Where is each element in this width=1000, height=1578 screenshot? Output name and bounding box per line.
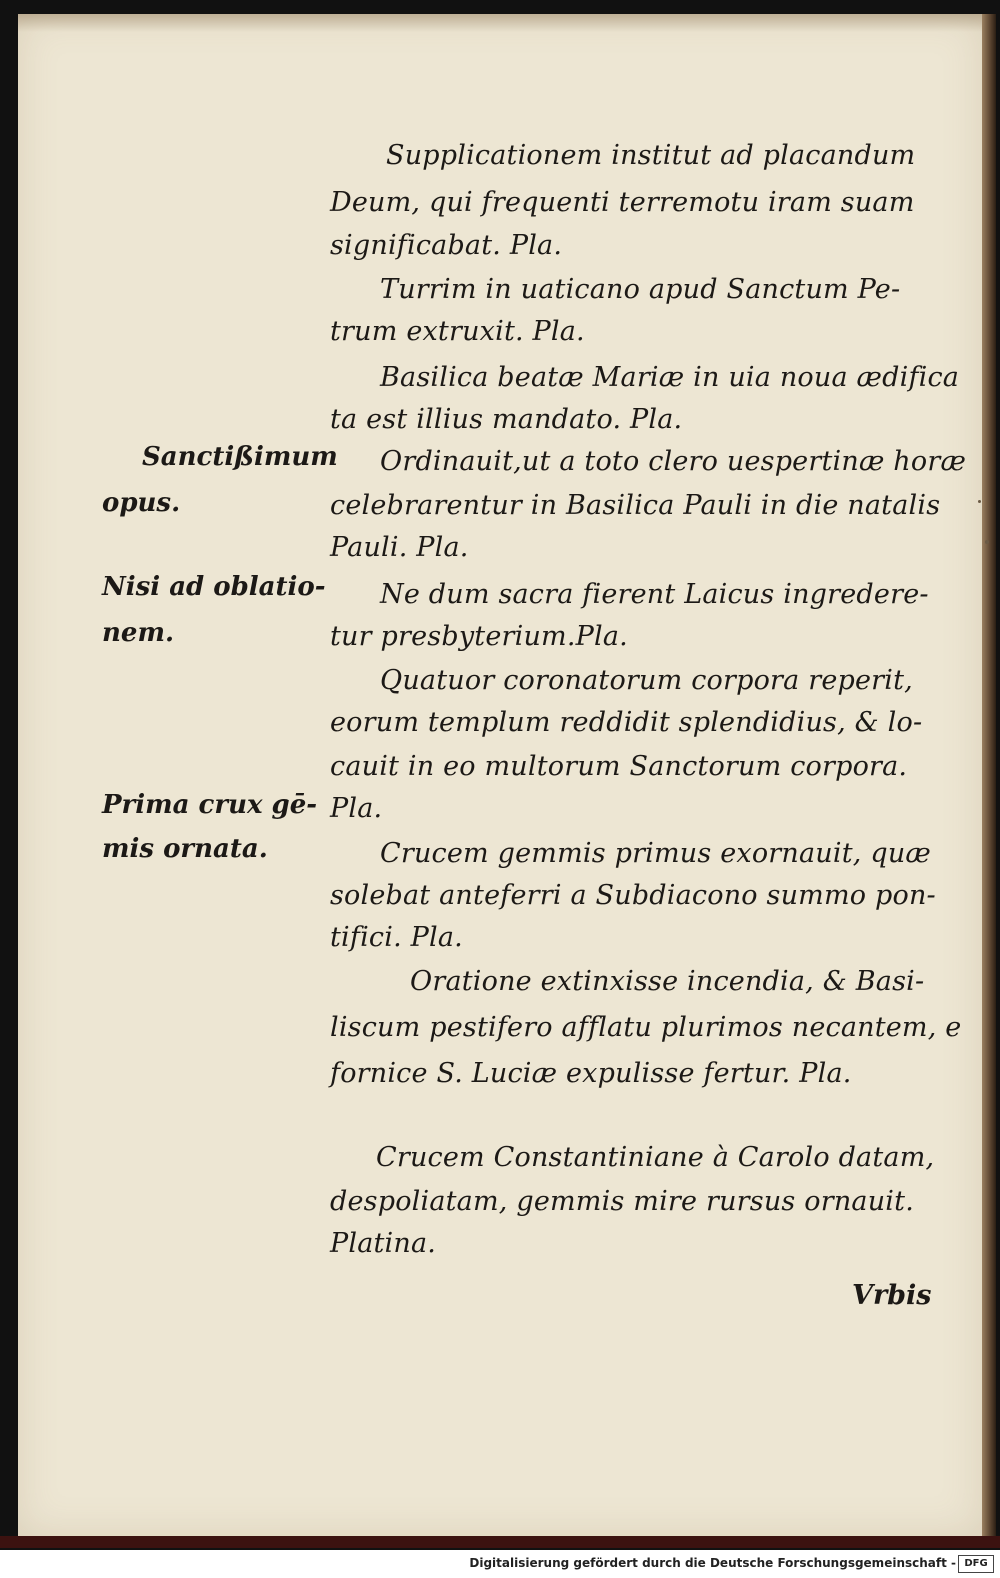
text-line: Turrim in uaticano apud Sanctum Pe- <box>380 274 901 305</box>
text-line: Crucem Constantiniane à Carolo datam, <box>376 1142 935 1173</box>
funding-notice: Digitalisierung gefördert durch die Deutsche Forschungsgemeinschaft - <box>469 1556 956 1570</box>
margin-note: Prima crux gē- <box>102 790 318 820</box>
text-line: Supplicationem institut ad placandum <box>386 140 916 171</box>
text-line: Quatuor coronatorum corpora reperit, <box>380 665 913 696</box>
page-speck <box>978 500 981 503</box>
text-line: trum extruxit. Pla. <box>330 316 585 347</box>
text-line: Deum, qui frequenti terremotu iram suam <box>330 187 915 218</box>
text-line: fornice S. Luciæ expulisse fertur. Pla. <box>330 1058 852 1089</box>
footer-bar <box>0 1550 1000 1578</box>
text-line: Pla. <box>330 793 383 824</box>
text-line: Pauli. Pla. <box>330 532 469 563</box>
text-line: cauit in eo multorum Sanctorum corpora. <box>330 751 908 782</box>
bottom-edge-band <box>0 1536 1000 1548</box>
text-line: solebat anteferri a Subdiacono summo pon- <box>330 880 936 911</box>
text-line: Platina. <box>330 1228 437 1259</box>
page-top-shadow <box>18 14 982 32</box>
text-line: celebrarentur in Basilica Pauli in die natalis <box>330 490 941 521</box>
text-line: Ne dum sacra fierent Laicus ingredere- <box>380 579 929 610</box>
book-edge <box>982 14 996 1536</box>
text-line: Basilica beatæ Mariæ in uia noua ædifica <box>380 362 960 393</box>
text-line: significabat. Pla. <box>330 230 563 261</box>
text-line: despoliatam, gemmis mire rursus ornauit. <box>330 1186 914 1217</box>
text-line: tifici. Pla. <box>330 922 463 953</box>
text-line: eorum templum reddidit splendidius, & lo- <box>330 707 923 738</box>
margin-note: Nisi ad oblatio- <box>102 572 326 602</box>
catchword: Vrbis <box>852 1280 932 1311</box>
page-speck <box>985 540 989 544</box>
text-line: liscum pestifero afflatu plurimos necantem, e <box>330 1012 962 1043</box>
margin-note: Sanctißimum <box>142 442 338 472</box>
text-line: tur presbyterium.Pla. <box>330 621 628 652</box>
margin-note: mis ornata. <box>102 834 268 864</box>
text-line: Oratione extinxisse incendia, & Basi- <box>410 966 925 997</box>
dfg-logo: DFG <box>958 1555 994 1573</box>
text-line: Crucem gemmis primus exornauit, quæ <box>380 838 931 869</box>
margin-note: opus. <box>102 488 181 518</box>
text-line: ta est illius mandato. Pla. <box>330 404 683 435</box>
text-line: Ordinauit,ut a toto clero uespertinæ horæ <box>380 446 967 477</box>
margin-note: nem. <box>102 618 175 648</box>
